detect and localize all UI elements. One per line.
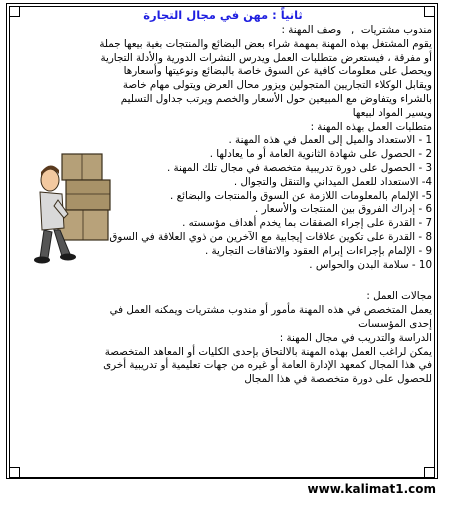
list-item: 9 - الإلمام بإجراءات إبرام العقود والاتفاقات التجارية .	[204, 244, 432, 257]
paragraph-line: يمكن لراغب العمل بهذه المهنة بالالتحاق بإحدى الكليات أو المعاهد المتخصصة	[104, 345, 432, 358]
paragraph-line: أو مفرقة ، فيستعرض متطلبات العمل ويدرس النشرات الدورية والأدلة التجارية	[100, 51, 432, 64]
list-item: 5- الإلمام بالمعلومات اللازمة عن السوق والمنتجات والبضائع .	[170, 189, 432, 202]
training-heading: الدراسة والتدريب في مجال المهنة :	[279, 331, 432, 344]
paragraph-line: ويسير المواد لبيعها	[352, 106, 432, 119]
job-heading-line: مندوب مشتريات , وصف المهنة :	[281, 24, 432, 36]
list-item: 8 - القدرة على تكوين علاقات إيجابية مع الآخرين من ذوي العلاقة في السوق	[109, 230, 432, 243]
paragraph-line: في هذا المجال كمعهد الإدارة العامة أو غيره من جهات تعليمية أو تدريبية أخرى	[103, 359, 432, 372]
list-item: 6 - إدراك الفروق بين المنتجات والأسعار .	[255, 203, 432, 216]
page-title: ثانياً : مهن في مجال التجارة	[143, 8, 303, 22]
list-item: 10 - سلامة البدن والحواس .	[309, 258, 432, 271]
man-carrying-boxes-icon	[28, 150, 120, 268]
footer-url[interactable]: www.kalimat1.com	[307, 482, 436, 496]
list-item: 1 - الاستعداد والميل إلى العمل في هذه المهنة .	[228, 134, 432, 147]
paragraph-line: يعمل المتخصص في هذه المهنة مأمور أو مندوب مشتريات ويمكنه العمل في	[109, 304, 432, 317]
border-corner	[10, 467, 20, 477]
paragraph-line: ويحصل على معلومات كافية عن السوق خاصة بالبضائع ونوعيتها وأسعارها	[123, 65, 432, 78]
list-item: 7 - القدرة على إجراء الصفقات بما يخدم أهداف مؤسسته .	[182, 217, 432, 230]
paragraph-line: ويقابل الوكلاء التجاريين المتجولين ويزور محال العرض ويتولى مهام خاصة	[122, 79, 432, 92]
paragraph-line: يقوم المشتغل بهذه المهنة بمهمة شراء بعض البضائع والمنتجات بغية بيعها جملة	[99, 37, 432, 50]
requirements-heading: متطلبات العمل بهذه المهنة :	[310, 120, 432, 133]
job-title: مندوب مشتريات	[360, 24, 432, 36]
fields-heading: مجالات العمل :	[366, 290, 432, 303]
border-corner	[424, 467, 434, 477]
list-item: 2 - الحصول على شهادة الثانوية العامة أو ما يعادلها .	[209, 148, 432, 161]
list-item: 3 - الحصول على دورة تدريبية متخصصة في مجال تلك المهنة .	[166, 161, 432, 174]
job-description-label: وصف المهنة :	[281, 24, 342, 36]
paragraph-line: للحصول على دورة متخصصة في هذا المجال	[244, 373, 432, 386]
paragraph-line: بالشراء ويتفاوض مع المبيعين حول الأسعار والخصم ويرتب جداول التسليم	[120, 92, 432, 105]
list-item: 4- الاستعداد للعمل الميداني والتنقل والتجوال .	[233, 175, 432, 188]
paragraph-line: إحدى المؤسسات	[358, 317, 432, 330]
